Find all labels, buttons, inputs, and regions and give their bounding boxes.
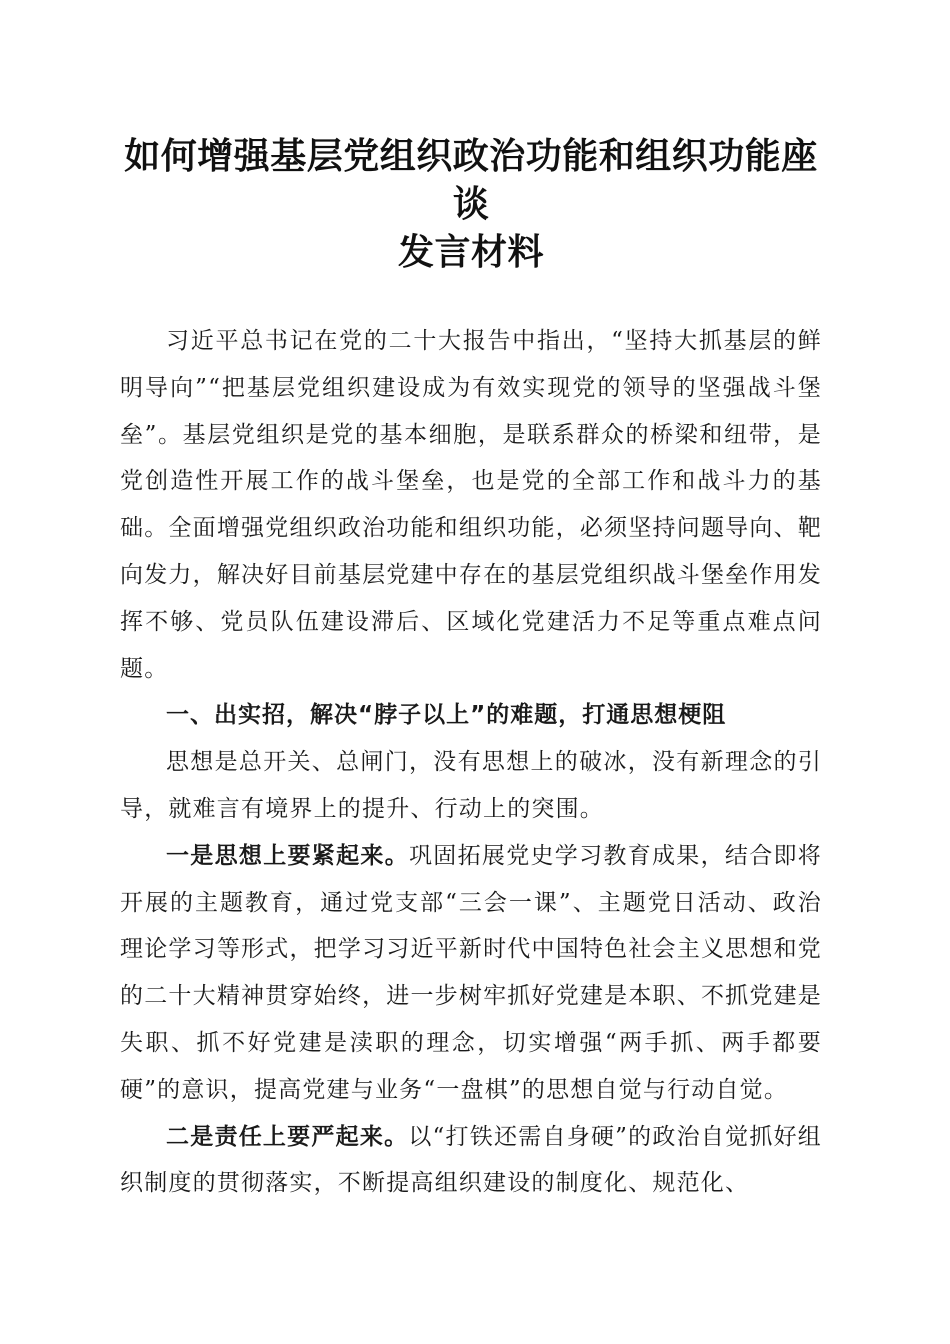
- point-1-paragraph: [120, 833, 822, 1114]
- title-line-2: 发言材料: [397, 231, 544, 273]
- point-2-text: 以“打铁还需自身硬”的政治自觉抓好组织制度的贯彻落实，不断提高组织建设的制度化、规范化、: [120, 1123, 822, 1197]
- section-1-paragraph: 思想是总开关、总闸门，没有思想上的破冰，没有新理念的引导，就难言有境界上的提升、行动上的突围。: [120, 749, 822, 822]
- point-1-lead: 一是思想上要紧起来。: [166, 841, 409, 869]
- section-1-heading: 一、出实招，解决“脖子以上”的难题，打通思想梗阻: [166, 702, 727, 729]
- document-title: [120, 132, 822, 276]
- point-2-lead: 二是责任上要严起来。: [166, 1122, 409, 1150]
- point-2-paragraph: [120, 1114, 822, 1208]
- point-1-text: 巩固拓展党史学习教育成果，结合即将开展的主题教育，通过党支部“三会一课”、主题党日活动、政治理论学习等形式，把学习习近平新时代中国特色社会主义思想和党的二十大精神贯穿始终，进一步树牢抓好党建是本职、不抓党建是失职、抓不好党建是渎职的理念，切实增强“两手抓、两手都要硬”的意识，提高党建与业务“一盘棋”的思想自觉与行动自觉。: [120, 842, 822, 1103]
- intro-paragraph: 习近平总书记在党的二十大报告中指出，“坚持大抓基层的鲜明导向”“把基层党组织建设成为有效实现党的领导的坚强战斗堡垒”。基层党组织是党的基本细胞，是联系群众的桥梁和纽带，是党创造性开展工作的战斗堡垒，也是党的全部工作和战斗力的基础。全面增强党组织政治功能和组织功能，必须坚持问题导向、靶向发力，解决好目前基层党建中存在的基层党组织战斗堡垒作用发挥不够、党员队伍建设滞后、区域化党建活力不足等重点难点问题。: [120, 328, 822, 682]
- title-line-1: 如何增强基层党组织政治功能和组织功能座谈: [124, 135, 818, 225]
- document-body: [120, 318, 822, 1207]
